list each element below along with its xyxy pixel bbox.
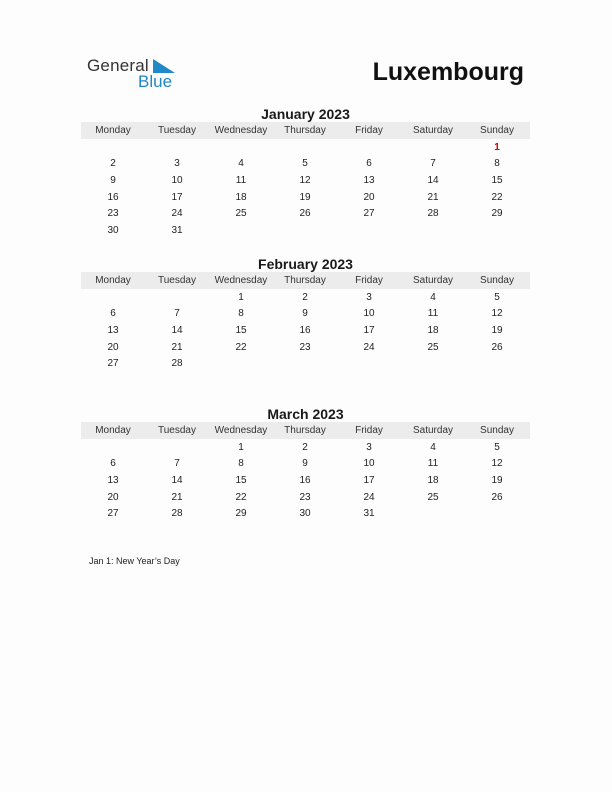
month-january bbox=[81, 106, 530, 239]
day-cell: 17 bbox=[171, 191, 183, 203]
day-cell: 14 bbox=[171, 324, 183, 336]
day-cell: 30 bbox=[299, 508, 311, 520]
day-cell: 21 bbox=[171, 341, 183, 353]
day-cell: 23 bbox=[299, 341, 311, 353]
day-cell: 6 bbox=[110, 458, 116, 470]
day-cell: 12 bbox=[491, 308, 503, 320]
day-cell: 4 bbox=[238, 158, 244, 170]
logo-flag-icon bbox=[153, 59, 175, 73]
day-cell: 7 bbox=[430, 158, 436, 170]
week-row bbox=[81, 505, 530, 522]
day-cell: 5 bbox=[494, 291, 500, 303]
logo-general-text: General bbox=[87, 56, 149, 75]
day-cell: 9 bbox=[110, 174, 116, 186]
day-cell: 12 bbox=[299, 174, 311, 186]
weekday-label: Monday bbox=[95, 275, 131, 286]
weekday-label: Thursday bbox=[284, 275, 326, 286]
country-title: Luxembourg bbox=[372, 58, 524, 86]
week-rows bbox=[81, 139, 530, 239]
day-cell: 2 bbox=[302, 291, 308, 303]
weekday-label: Friday bbox=[355, 425, 383, 436]
weekday-label: Sunday bbox=[480, 275, 514, 286]
day-cell: 11 bbox=[427, 308, 439, 320]
day-cell: 6 bbox=[110, 308, 116, 320]
day-cell: 14 bbox=[427, 174, 439, 186]
day-cell: 22 bbox=[491, 191, 503, 203]
month-march bbox=[81, 406, 530, 522]
day-cell: 22 bbox=[235, 491, 247, 503]
weekday-label: Tuesday bbox=[158, 425, 196, 436]
day-cell: 26 bbox=[299, 208, 311, 220]
day-cell: 31 bbox=[363, 508, 375, 520]
weekday-label: Friday bbox=[355, 125, 383, 136]
day-cell: 18 bbox=[235, 191, 247, 203]
week-row bbox=[81, 222, 530, 239]
weekday-label: Sunday bbox=[480, 425, 514, 436]
week-row bbox=[81, 156, 530, 173]
day-cell: 20 bbox=[107, 491, 119, 503]
day-cell: 24 bbox=[171, 208, 183, 220]
day-cell: 25 bbox=[427, 341, 439, 353]
day-cell: 8 bbox=[494, 158, 500, 170]
day-cell: 20 bbox=[363, 191, 375, 203]
day-cell: 29 bbox=[235, 508, 247, 520]
day-cell: 15 bbox=[491, 174, 503, 186]
week-row bbox=[81, 172, 530, 189]
day-cell: 27 bbox=[107, 508, 119, 520]
day-cell: 15 bbox=[235, 324, 247, 336]
day-cell: 8 bbox=[238, 458, 244, 470]
day-cell: 23 bbox=[107, 208, 119, 220]
day-cell: 18 bbox=[427, 474, 439, 486]
day-cell: 31 bbox=[171, 224, 183, 236]
weekday-header bbox=[81, 122, 530, 139]
week-row bbox=[81, 456, 530, 473]
day-cell: 24 bbox=[363, 491, 375, 503]
day-cell: 8 bbox=[238, 308, 244, 320]
day-cell: 13 bbox=[107, 474, 119, 486]
day-cell: 3 bbox=[174, 158, 180, 170]
day-cell: 21 bbox=[427, 191, 439, 203]
day-cell: 10 bbox=[363, 458, 375, 470]
month-title: March 2023 bbox=[267, 406, 344, 422]
week-row bbox=[81, 205, 530, 222]
weekday-label: Friday bbox=[355, 275, 383, 286]
week-row bbox=[81, 306, 530, 323]
weekday-label: Monday bbox=[95, 425, 131, 436]
day-cell: 13 bbox=[107, 324, 119, 336]
week-row bbox=[81, 472, 530, 489]
week-row bbox=[81, 139, 530, 156]
day-cell: 3 bbox=[366, 441, 372, 453]
week-row bbox=[81, 355, 530, 372]
day-cell: 13 bbox=[363, 174, 375, 186]
day-cell: 23 bbox=[299, 491, 311, 503]
day-cell: 9 bbox=[302, 308, 308, 320]
day-cell: 16 bbox=[299, 324, 311, 336]
day-cell: 30 bbox=[107, 224, 119, 236]
day-cell: 7 bbox=[174, 308, 180, 320]
weekday-label: Sunday bbox=[480, 125, 514, 136]
day-cell: 1 bbox=[238, 291, 244, 303]
day-cell: 27 bbox=[107, 358, 119, 370]
day-cell: 17 bbox=[363, 474, 375, 486]
day-cell: 18 bbox=[427, 324, 439, 336]
week-rows bbox=[81, 289, 530, 372]
day-cell: 1 bbox=[238, 441, 244, 453]
day-cell: 4 bbox=[430, 291, 436, 303]
generalblue-logo bbox=[87, 56, 187, 96]
logo-blue-text: Blue bbox=[138, 72, 173, 91]
day-cell: 25 bbox=[427, 491, 439, 503]
day-cell: 3 bbox=[366, 291, 372, 303]
day-cell: 11 bbox=[235, 174, 247, 186]
day-cell: 16 bbox=[107, 191, 119, 203]
day-cell: 24 bbox=[363, 341, 375, 353]
weekday-label: Tuesday bbox=[158, 125, 196, 136]
day-cell: 2 bbox=[110, 158, 116, 170]
weekday-label: Saturday bbox=[412, 125, 454, 136]
weekday-label: Monday bbox=[95, 125, 131, 136]
day-cell: 21 bbox=[171, 491, 183, 503]
day-cell: 12 bbox=[491, 458, 503, 470]
weekday-label: Wednesday bbox=[214, 425, 268, 436]
day-cell: 16 bbox=[299, 474, 311, 486]
day-cell: 27 bbox=[363, 208, 375, 220]
week-row bbox=[81, 489, 530, 506]
weekday-header bbox=[81, 422, 530, 439]
day-cell: 19 bbox=[491, 324, 503, 336]
day-cell: 10 bbox=[171, 174, 183, 186]
day-cell: 28 bbox=[171, 358, 183, 370]
week-row bbox=[81, 189, 530, 206]
day-cell: 11 bbox=[427, 458, 439, 470]
day-cell: 22 bbox=[235, 341, 247, 353]
day-cell: 9 bbox=[302, 458, 308, 470]
day-cell: 28 bbox=[427, 208, 439, 220]
week-row bbox=[81, 289, 530, 306]
day-cell: 6 bbox=[366, 158, 372, 170]
day-cell: 19 bbox=[299, 191, 311, 203]
day-cell: 17 bbox=[363, 324, 375, 336]
weekday-label: Wednesday bbox=[214, 125, 268, 136]
day-cell: 2 bbox=[302, 441, 308, 453]
day-cell: 29 bbox=[491, 208, 503, 220]
weekday-header bbox=[81, 272, 530, 289]
month-title: February 2023 bbox=[258, 256, 353, 272]
day-cell: 28 bbox=[171, 508, 183, 520]
holiday-notes: Jan 1: New Year’s Day bbox=[89, 556, 180, 566]
week-row bbox=[81, 339, 530, 356]
week-row bbox=[81, 322, 530, 339]
weekday-label: Tuesday bbox=[158, 275, 196, 286]
day-cell: 10 bbox=[363, 308, 375, 320]
day-cell: 5 bbox=[302, 158, 308, 170]
month-february bbox=[81, 256, 530, 372]
day-cell: 5 bbox=[494, 441, 500, 453]
month-title: January 2023 bbox=[261, 106, 350, 122]
day-cell: 25 bbox=[235, 208, 247, 220]
day-cell: 26 bbox=[491, 491, 503, 503]
weekday-label: Saturday bbox=[412, 425, 454, 436]
weekday-label: Saturday bbox=[412, 275, 454, 286]
day-cell: 7 bbox=[174, 458, 180, 470]
day-cell: 4 bbox=[430, 441, 436, 453]
day-cell: 20 bbox=[107, 341, 119, 353]
week-rows bbox=[81, 439, 530, 522]
weekday-label: Thursday bbox=[284, 425, 326, 436]
day-cell: 19 bbox=[491, 474, 503, 486]
week-row bbox=[81, 439, 530, 456]
day-cell: 15 bbox=[235, 474, 247, 486]
weekday-label: Thursday bbox=[284, 125, 326, 136]
day-cell: 26 bbox=[491, 341, 503, 353]
weekday-label: Wednesday bbox=[214, 275, 268, 286]
holiday-day-cell: 1 bbox=[494, 141, 500, 153]
day-cell: 14 bbox=[171, 474, 183, 486]
